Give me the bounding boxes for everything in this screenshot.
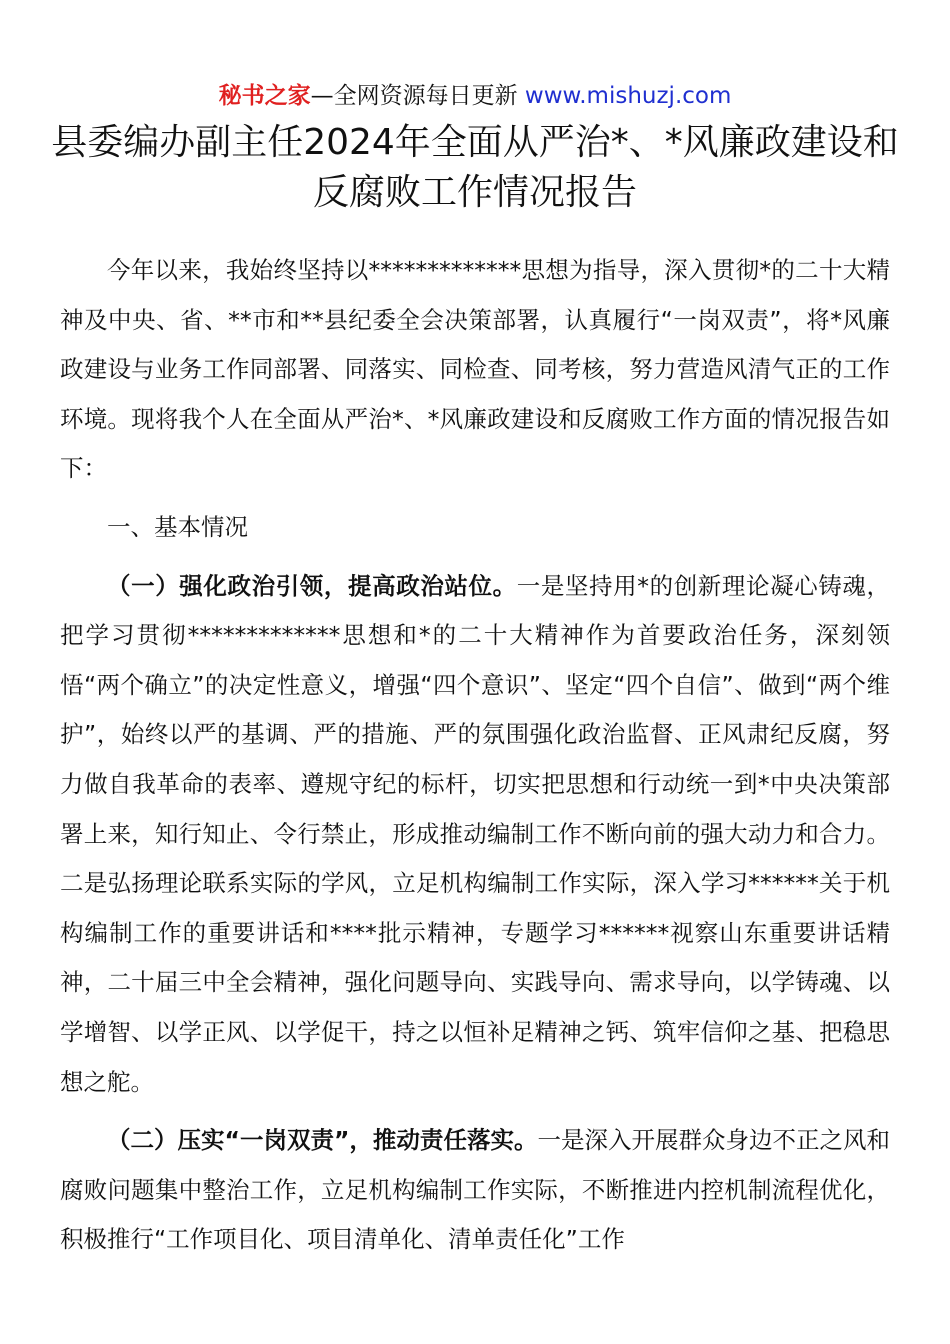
document-body	[60, 246, 890, 1265]
site-url-link[interactable]: www.mishuzj.com	[524, 83, 732, 109]
section-heading-basic: 一、基本情况	[107, 512, 248, 541]
paragraph-responsibility	[60, 1116, 890, 1265]
document-title: 县委编办副主任2024年全面从严治*、*风廉政建设和反腐败工作情况报告	[51, 122, 899, 213]
site-header	[0, 80, 950, 112]
paragraph-political-guidance	[60, 562, 890, 1108]
header-dash: —	[310, 83, 334, 109]
header-tagline: 全网资源每日更新	[333, 83, 525, 109]
paragraph-lead-heading: （一）强化政治引领，提高政治站位。	[107, 571, 517, 600]
paragraph-text: 一是深入开展群众身边不正之风和腐败问题集中整治工作，立足机构编制工作实际，不断推进内控机制流程优化，积极推行“工作项目化、项目清单化、清单责任化”工作	[60, 1126, 890, 1254]
brand-name: 秘书之家	[218, 83, 311, 109]
paragraph-lead-heading: （二）压实“一岗双责”，推动责任落实。	[107, 1126, 538, 1155]
paragraph-text: 一是坚持用*的创新理论凝心铸魂，把学习贯彻*************思想和*的二十大精神作为首要政治任务，深刻领悟“两个确立”的决定性意义，增强“四个意识”、坚定“四个自信”、做到“两个维护”，始终以严的基调、严的措施、严的氛围强化政治监督、正风肃纪反腐，努力做自我革命的表率、遵规守纪的标杆，切实把思想和行动统一到*中央决策部署上来，知行知止、令行禁止，形成推动编制工作不断向前的强大动力和合力。二是弘扬理论联系实际的学风，立足机构编制工作实际，深入学习******关于机构编制工作的重要讲话和****批示精神，专题学习******视察山东重要讲话精神，二十届三中全会精神，强化问题导向、实践导向、需求导向，以学铸魂、以学增智、以学正风、以学促干，持之以恒补足精神之钙、筑牢信仰之基、把稳思想之舵。	[60, 571, 891, 1096]
intro-paragraph: 今年以来，我始终坚持以*************思想为指导，深入贯彻*的二十大精神及中央、省、**市和**县纪委全会决策部署，认真履行“一岗双责”，将*风廉政建设与业务工作同部署、同落实、同检查、同考核，努力营造风清气正的工作环境。现将我个人在全面从严治*、*风廉政建设和反腐败工作方面的情况报告如下：	[60, 256, 890, 483]
